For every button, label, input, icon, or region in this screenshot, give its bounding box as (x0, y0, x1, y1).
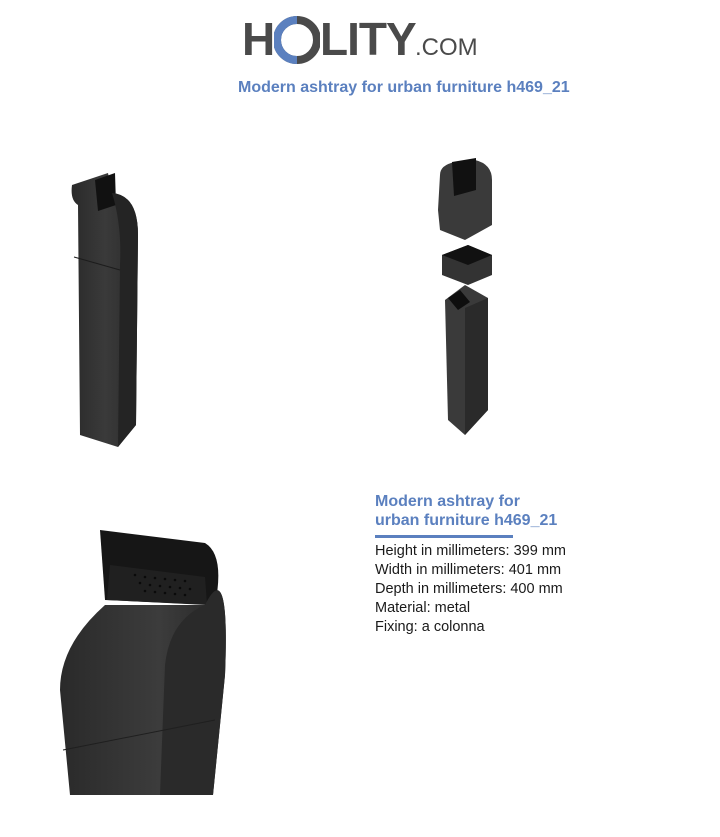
logo-o-mark-icon (274, 15, 320, 65)
ashtray-detail-view (55, 525, 240, 795)
logo-letter-h: H (242, 13, 275, 65)
spec-depth: Depth in millimeters: 400 mm (375, 581, 563, 597)
logo-letters-lity: LITY (320, 13, 416, 65)
spec-height: Height in millimeters: 399 mm (375, 543, 566, 559)
product-title-line-2: urban furniture h469_21 (375, 512, 558, 529)
spec-material: Material: metal (375, 600, 471, 616)
holity-logo (240, 8, 490, 70)
product-title (375, 492, 635, 530)
spec-width: Width in millimeters: 401 mm (375, 562, 562, 578)
product-info (375, 492, 635, 637)
page-title: Modern ashtray for urban furniture h469_21 (238, 79, 570, 96)
title-divider (375, 535, 513, 538)
ashtray-exploded-view (430, 150, 500, 445)
ashtray-assembled-view (60, 165, 150, 455)
product-title-line-1: Modern ashtray for (375, 493, 520, 510)
logo-suffix: .COM (415, 34, 478, 61)
spec-list (375, 542, 635, 637)
spec-fixing: Fixing: a colonna (375, 619, 485, 635)
